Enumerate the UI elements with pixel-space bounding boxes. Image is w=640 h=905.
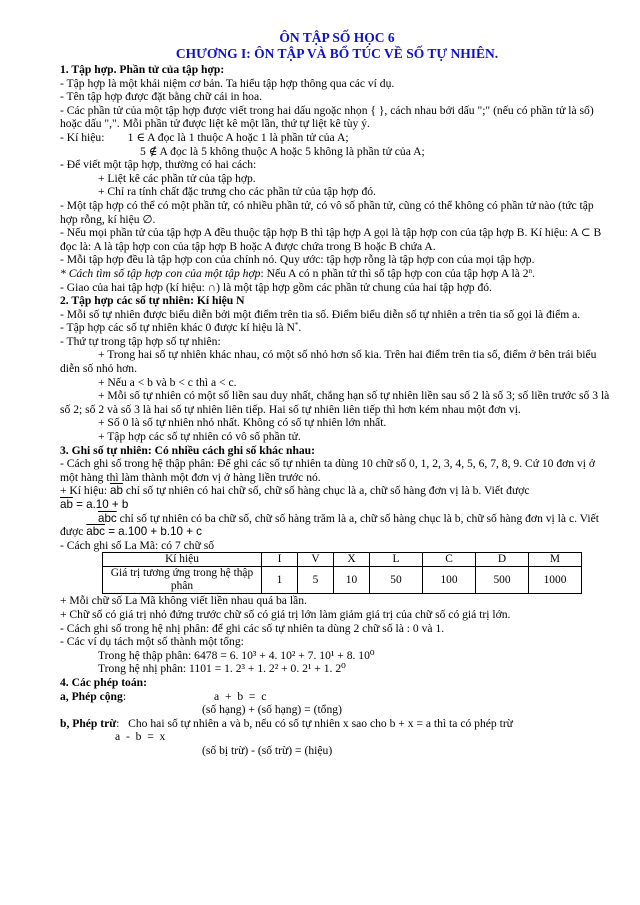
section-4-heading: 4. Các phép toán:: [60, 675, 147, 689]
table-cell: L: [370, 553, 423, 567]
decimal-expansion: Trong hệ thập phân: 6478 = 6. 10³ + 4. 10² + 7. 10¹ + 8. 10⁰: [98, 648, 375, 662]
section-3-heading: 3. Ghi số tự nhiên: Có nhiều cách ghi số khác nhau:: [60, 443, 315, 457]
s3-line-5: + Mỗi chữ số La Mã không viết liền nhau quá ba lần.: [60, 594, 307, 608]
s1-line-6: - Để viết một tập hợp, thường có hai cách:: [60, 158, 257, 172]
s3-line-4: - Cách ghi số La Mã: có 7 chữ số: [60, 538, 215, 552]
addition-names: (số hạng) + (số hạng) = (tổng): [202, 703, 342, 717]
s1-line-13: - Giao của hai tập hợp (kí hiệu: ∩) là một tập hợp gồm các phần tử chung của hai tập hợp đó.: [60, 280, 492, 294]
table-cell: 10: [334, 567, 370, 594]
formula-abc-lhs: $\overline{abc}$: [86, 525, 105, 539]
s1-line-2: - Tên tập hợp được đặt bằng chữ cái in hoa.: [60, 90, 263, 104]
s1-line-8: + Chỉ ra tính chất đặc trưng cho các phần tử của tập hợp đó.: [98, 185, 376, 199]
subset-count-exponent: n: [528, 266, 533, 275]
roman-numeral-table: [102, 552, 582, 594]
subtraction-line: [60, 717, 614, 731]
s2-line-6: [60, 389, 614, 416]
s2-line-4-text: + Trong hai số tự nhiên khác nhau, có một số nhỏ hơn số kia. Trên hai điểm trên tia số, điểm ở bên trái biểu diễn số nhỏ hơn.: [60, 348, 597, 376]
s1-line-1: - Tập hợp là một khái niệm cơ bản. Ta hiểu tập hợp thông qua các ví dụ.: [60, 76, 395, 90]
s2-line-3: - Thứ tự trong tập hợp số tự nhiên:: [60, 334, 221, 348]
abc-overline: $\overline{abc}$: [98, 511, 117, 525]
subtraction-text: : Cho hai số tự nhiên a và b, nếu có số tự nhiên x sao cho b + x = a thì ta có phép trừ: [116, 716, 513, 730]
s3-line-7: - Cách ghi số trong hệ nhị phân: để ghi các số tự nhiên ta dùng 2 chữ số là : 0 và 1.: [60, 621, 445, 635]
table-cell: Giá trị tương ứng trong hệ thập phân: [103, 567, 262, 594]
s3-line-6: + Chữ số có giá trị nhỏ đứng trước chữ số có giá trị lớn làm giảm giá trị của chữ số có giá trị lớn.: [60, 607, 511, 621]
document-title: ÔN TẬP SỐ HỌC 6: [279, 30, 395, 45]
formula-ab-lhs: $\overline{ab}$: [60, 498, 73, 511]
table-cell: 1: [262, 567, 298, 594]
s3-line-3-text: chỉ số tự nhiên có ba chữ số, chữ số hàng trăm là a, chữ số hàng chục là b, chữ số hàng đơn vị là c. Viết được: [60, 511, 599, 539]
section-1-heading: 1. Tập hợp. Phần tử của tập hợp:: [60, 63, 225, 76]
s1-line-11: - Mỗi tập hợp đều là tập hợp con của chính nó. Quy ước: tập hợp rỗng là tập hợp con của mọi tập hợp.: [60, 253, 535, 267]
binary-expansion: Trong hệ nhị phân: 1101 = 1. 2³ + 1. 2² + 0. 2¹ + 1. 2⁰: [98, 662, 346, 676]
s2-line-1: - Mỗi số tự nhiên được biểu diễn bởi một điểm trên tia số. Điểm biểu diễn số tự nhiên a trên tia số gọi là điểm a.: [60, 307, 581, 321]
table-cell: D: [476, 553, 529, 567]
table-cell: 100: [423, 567, 476, 594]
subset-count-text: : Nếu A có n phần tử thì số tập hợp con của tập hợp A là 2: [260, 266, 529, 280]
s3-line-2b: chỉ số tự nhiên có hai chữ số, chữ số hàng chục là a, chữ số hàng đơn vị là b. Viết được: [122, 484, 530, 498]
formula-abc-rhs: = a.100 + b.10 + c: [104, 525, 202, 539]
s3-line-2a: + Kí hiệu:: [60, 484, 111, 498]
s2-line-5: + Nếu a < b và b < c thì a < c.: [98, 375, 237, 389]
table-cell: I: [262, 553, 298, 567]
chapter-title: CHƯƠNG I: ÔN TẬP VÀ BỔ TÚC VỀ SỐ TỰ NHIÊN.: [175, 46, 499, 61]
table-cell: 1000: [529, 567, 582, 594]
s1-line-7: + Liệt kê các phần tử của tập hợp.: [98, 171, 256, 185]
table-cell: Kí hiệu: [103, 553, 262, 567]
table-cell: 5: [298, 567, 334, 594]
section-2-heading: 2. Tập hợp các số tự nhiên: Kí hiệu N: [60, 294, 245, 308]
table-cell: 50: [370, 567, 423, 594]
s1-line-12: [60, 267, 614, 281]
s3-line-1: - Cách ghi số trong hệ thập phân: Để ghi các số tự nhiên ta dùng 10 chữ số 0, 1, 2, 3, 4, 5, 6, 7, 8, 9. Cứ 10 đơn vị ở một hàng thì làm thành một đơn vị ở hàng liền trước nó.: [60, 457, 596, 484]
s1-line-9: - Một tập hợp có thể có một phần tử, có nhiều phần tử, có vô số phần tử, cũng có thể không có phần tử nào (tức tập hợp rỗng, kí hiệu ∅.: [60, 198, 594, 226]
subtraction-formula: a - b = x: [115, 730, 166, 744]
addition-formula: a + b = c: [214, 689, 267, 703]
s2-line-7: + Số 0 là số tự nhiên nhỏ nhất. Không có số tự nhiên lớn nhất.: [98, 416, 387, 430]
s2-line-8: + Tập hợp các số tự nhiên có vô số phần tử.: [98, 430, 301, 444]
table-cell: V: [298, 553, 334, 567]
addition-label: a, Phép cộng: [60, 689, 123, 703]
s1-line-5: 5 ∉ A đọc là 5 không thuộc A hoặc 5 không là phần tử của A;: [140, 144, 425, 158]
s1-line-3: - Các phần tử của một tập hợp được viết trong hai dấu ngoặc nhọn { }, cách nhau bởi dấu ";" (nếu có phần tử là số) hoặc dấu ",". Mỗi phần tử được liệt kê một lần, thứ tự liệt kê tùy ý.: [60, 103, 594, 131]
n-star-end: .: [298, 321, 302, 335]
subset-count-label: * Cách tìm số tập hợp con của một tập hợp: [60, 266, 261, 280]
n-star-sup: *: [294, 321, 299, 330]
table-cell: X: [334, 553, 370, 567]
table-row: [103, 553, 582, 567]
formula-ab-rhs: = a.10 + b: [72, 498, 129, 511]
s2-line-4: [60, 348, 614, 375]
addition-colon: :: [122, 689, 127, 703]
addition-line: [60, 690, 614, 704]
table-cell: 500: [476, 567, 529, 594]
n-star-text: - Tập hợp các số tự nhiên khác 0 được kí hiệu là N: [60, 321, 295, 335]
s2-line-2: [60, 321, 614, 335]
s3-line-2: [60, 484, 614, 498]
s1-line-4: - Kí hiệu: 1 ∈ A đọc là 1 thuộc A hoặc 1 là phần tử của A;: [60, 130, 349, 144]
ab-overline: $\overline{ab}$: [110, 484, 123, 498]
subtraction-names: (số bị trừ) - (số trừ) = (hiệu): [202, 743, 333, 757]
table-row: [103, 567, 582, 594]
s1-line-10: - Nếu mọi phần tử của tập hợp A đều thuộc tập hợp B thì tập hợp A gọi là tập hợp con của tập hợp B. Kí hiệu: A ⊂ B đọc là: A là tập hợp con của tập hợp B hoặc A được chứa trong B hoặc B chứa A.: [60, 226, 602, 253]
s3-line-3: [60, 512, 614, 539]
s2-line-6-text: + Mỗi số tự nhiên có một số liền sau duy nhất, chẳng hạn số tự nhiên liền sau số 2 là số 3; số liền trước số 3 là số 2; số 2 và số 3 là hai số tự nhiên liên tiếp. Hai số tự nhiên liên tiếp thì hơn kém nhau một đơn vị.: [60, 389, 610, 416]
subset-count-end: .: [532, 266, 535, 280]
subtraction-label: b, Phép trừ: [60, 716, 117, 730]
s3-line-8: - Các ví dụ tách một số thành một tổng:: [60, 635, 244, 649]
table-cell: M: [529, 553, 582, 567]
formula-ab: [60, 498, 614, 512]
table-cell: C: [423, 553, 476, 567]
